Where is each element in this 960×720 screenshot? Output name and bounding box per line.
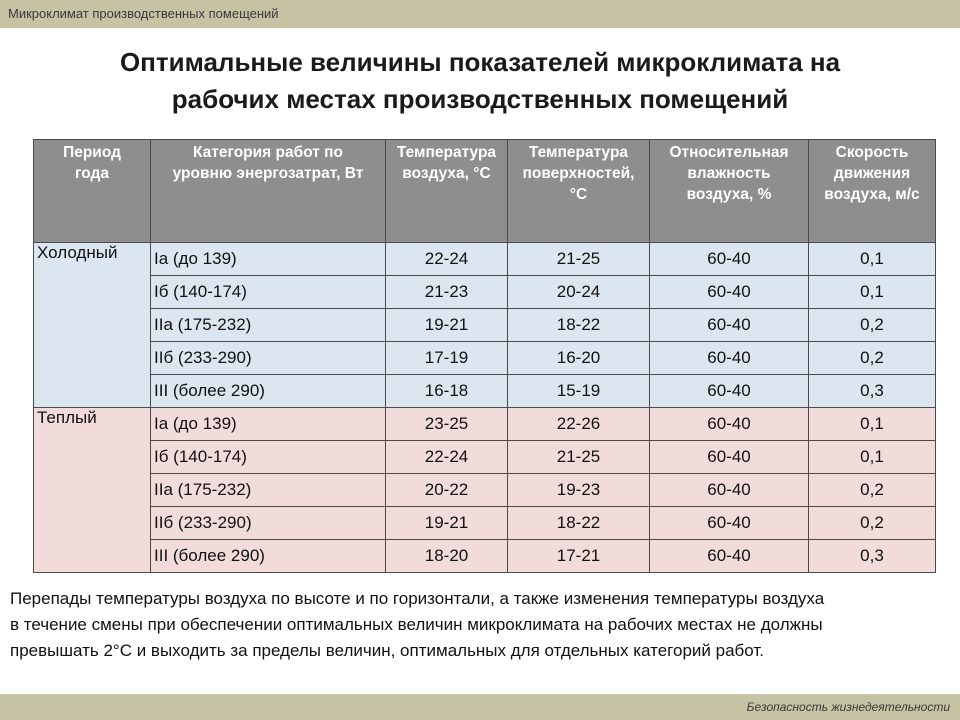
- table-cell-air-temp: 20-22: [386, 474, 508, 507]
- table-cell-air-temp: 21-23: [386, 276, 508, 309]
- table-header-row: [34, 140, 936, 243]
- table-cell-air-temp: 17-19: [386, 342, 508, 375]
- slide-title: [40, 44, 920, 118]
- column-header-surface-temperature: Температура поверхностей, °С: [508, 140, 650, 243]
- slide-header-label: Микроклимат производственных помещений: [8, 6, 279, 21]
- table-cell-air-speed: 0,3: [809, 375, 936, 408]
- table-cell-humidity: 60-40: [650, 276, 809, 309]
- table-cell-humidity: 60-40: [650, 408, 809, 441]
- table-cell-humidity: 60-40: [650, 309, 809, 342]
- table-cell-category: IIa (175-232): [151, 309, 386, 342]
- table-cell-surface-temp: 17-21: [508, 540, 650, 573]
- table-cell-surface-temp: 21-25: [508, 243, 650, 276]
- table-cell-surface-temp: 22-26: [508, 408, 650, 441]
- note-line-1: Перепады температуры воздуха по высоте и по горизонтали, а также изменения температуры воздуха: [10, 589, 825, 608]
- table-cell-category: Ia (до 139): [151, 408, 386, 441]
- note-line-2: в течение смены при обеспечении оптимальных величин микроклимата на рабочих местах не должны: [10, 615, 823, 634]
- table-cell-air-speed: 0,1: [809, 408, 936, 441]
- table-row: [34, 375, 936, 408]
- table-cell-air-speed: 0,2: [809, 342, 936, 375]
- table-cell-category: Ia (до 139): [151, 243, 386, 276]
- table-cell-surface-temp: 15-19: [508, 375, 650, 408]
- table-row: [34, 507, 936, 540]
- table-row: [34, 441, 936, 474]
- table-cell-category: IIa (175-232): [151, 474, 386, 507]
- table-cell-surface-temp: 19-23: [508, 474, 650, 507]
- table-cell-air-speed: 0,2: [809, 474, 936, 507]
- table-cell-air-speed: 0,1: [809, 441, 936, 474]
- table-row: [34, 408, 936, 441]
- table-cell-air-speed: 0,3: [809, 540, 936, 573]
- table-row: [34, 243, 936, 276]
- table-cell-humidity: 60-40: [650, 507, 809, 540]
- table-cell-air-temp: 16-18: [386, 375, 508, 408]
- slide-header-bar: [0, 0, 960, 28]
- table-cell-air-speed: 0,2: [809, 309, 936, 342]
- table-cell-surface-temp: 18-22: [508, 507, 650, 540]
- table-cell-air-speed: 0,1: [809, 276, 936, 309]
- slide-footer-label: Безопасность жизнедеятельности: [746, 700, 950, 714]
- table-cell-air-temp: 22-24: [386, 243, 508, 276]
- table-cell-humidity: 60-40: [650, 243, 809, 276]
- table-row: [34, 309, 936, 342]
- microclimate-table: [33, 139, 936, 573]
- table-cell-air-temp: 19-21: [386, 309, 508, 342]
- table-cell-surface-temp: 16-20: [508, 342, 650, 375]
- column-header-relative-humidity: Относительная влажность воздуха, %: [650, 140, 809, 243]
- slide-title-line-2: рабочих местах производственных помещений: [171, 84, 789, 114]
- table-cell-humidity: 60-40: [650, 474, 809, 507]
- table-row: [34, 540, 936, 573]
- slide-title-line-1: Оптимальные величины показателей микроклимата на: [119, 47, 841, 77]
- table-cell-air-temp: 23-25: [386, 408, 508, 441]
- column-header-work-category: Категория работ по уровню энергозатрат, Вт: [151, 140, 386, 243]
- slide-footer-bar: [0, 694, 960, 720]
- table-cell-surface-temp: 18-22: [508, 309, 650, 342]
- table-row: [34, 342, 936, 375]
- table-cell-category: III (более 290): [151, 540, 386, 573]
- table-cell-category: IIб (233-290): [151, 507, 386, 540]
- table-cell-humidity: 60-40: [650, 540, 809, 573]
- table-cell-surface-temp: 21-25: [508, 441, 650, 474]
- table-cell-air-temp: 18-20: [386, 540, 508, 573]
- period-cell-warm: Теплый: [34, 408, 151, 573]
- note-paragraph: [10, 586, 955, 664]
- period-cell-cold: Холодный: [34, 243, 151, 408]
- table-row: [34, 474, 936, 507]
- table-cell-humidity: 60-40: [650, 441, 809, 474]
- table-cell-air-temp: 19-21: [386, 507, 508, 540]
- table-cell-category: Iб (140-174): [151, 441, 386, 474]
- table-cell-air-temp: 22-24: [386, 441, 508, 474]
- column-header-air-speed: Скорость движения воздуха, м/с: [809, 140, 936, 243]
- column-header-air-temperature: Температура воздуха, °С: [386, 140, 508, 243]
- table-cell-category: III (более 290): [151, 375, 386, 408]
- table-cell-humidity: 60-40: [650, 342, 809, 375]
- table-cell-air-speed: 0,2: [809, 507, 936, 540]
- table-cell-surface-temp: 20-24: [508, 276, 650, 309]
- table-cell-category: IIб (233-290): [151, 342, 386, 375]
- column-header-period: Период года: [34, 140, 151, 243]
- table-row: [34, 276, 936, 309]
- table-cell-category: Iб (140-174): [151, 276, 386, 309]
- note-line-3: превышать 2°С и выходить за пределы величин, оптимальных для отдельных категорий работ.: [10, 641, 764, 660]
- table-cell-humidity: 60-40: [650, 375, 809, 408]
- table-cell-air-speed: 0,1: [809, 243, 936, 276]
